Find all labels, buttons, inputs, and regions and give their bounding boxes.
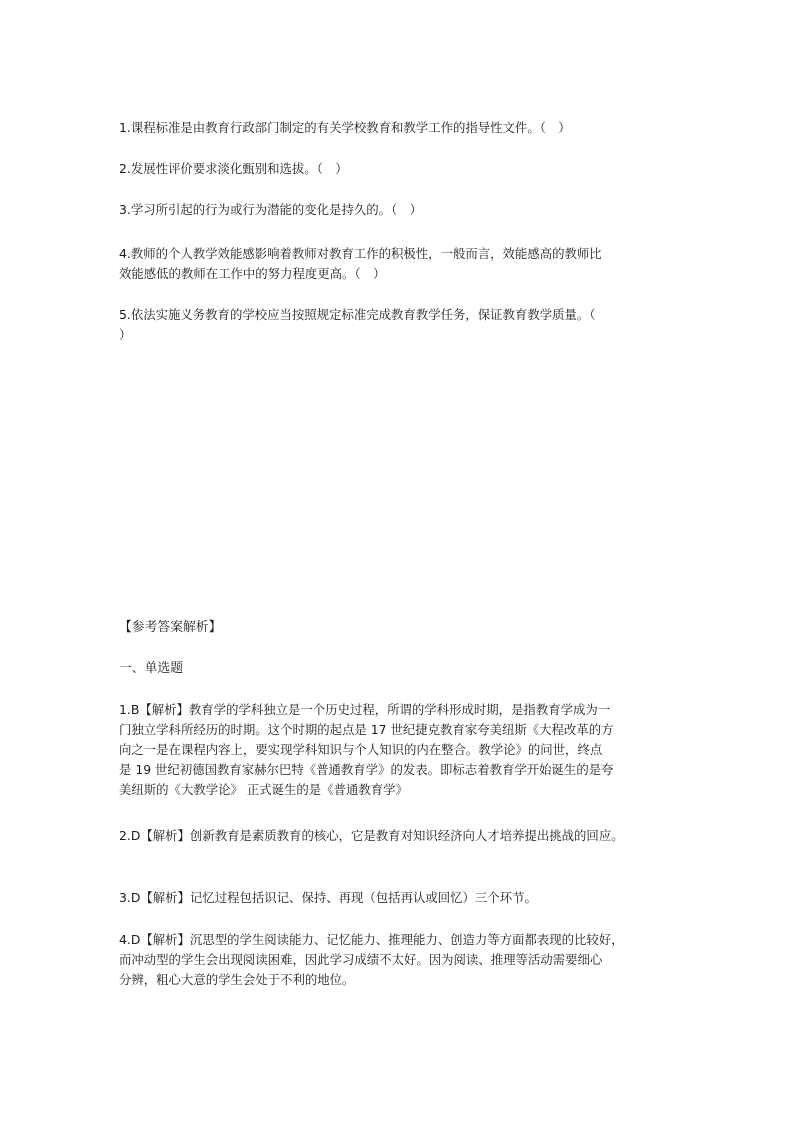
answer-item-4: 4.D【解析】沉思型的学生阅读能力、记忆能力、推理能力、创造力等方面都表现的比较好， 而冲动型的学生会出现阅读困难，因此学习成绩不太好。因为阅读、推理等活动需要细心 分辨，粗心大意的学生会处于不利的地位。 bbox=[119, 932, 624, 987]
answer-section-subtitle: 一、单选题 bbox=[119, 661, 183, 676]
answer-section-title: 【参考答案解析】 bbox=[119, 620, 222, 635]
question-1: 1.课程标准是由教育行政部门制定的有关学校教育和教学工作的指导性文件。（ ） bbox=[119, 120, 571, 135]
answer-item-1: 1.B【解析】教育学的学科独立是一个历史过程，所谓的学科形成时期，是指教育学成为一 门独立学科所经历的时期。这个时期的起点是 17 世纪捷克教育家夸美纽斯《大程改革的方 向之一是在课程内容上，要实现学科知识与个人知识的内在整合。教学论》的问世，终点 是 19 世纪初德国教育家赫尔巴特《普通教育学》的发表。即标志着教育学开始诞生的是夸 美纽斯的《大教学论》 正式诞生的是《普通教育学》 bbox=[119, 702, 614, 797]
question-4: 4.教师的个人教学效能感影响着教师对教育工作的积极性，一般而言，效能感高的教师比 效能感低的教师在工作中的努力程度更高。（ ） bbox=[119, 246, 602, 281]
answer-item-3: 3.D【解析】记忆过程包括识记、保持、再现（包括再认或回忆）三个环节。 bbox=[119, 890, 537, 905]
question-5: 5.依法实施义务教育的学校应当按照规定标准完成教育教学任务，保证教育教学质量。（ ） bbox=[119, 307, 596, 342]
answer-item-2: 2.D【解析】创新教育是素质教育的核心，它是教育对知识经济向人才培养提出挑战的回应。 bbox=[119, 828, 624, 843]
question-2: 2.发展性评价要求淡化甄别和选拔。（ ） bbox=[119, 161, 348, 176]
question-3: 3.学习所引起的行为或行为潜能的变化是持久的。（ ） bbox=[119, 202, 422, 217]
